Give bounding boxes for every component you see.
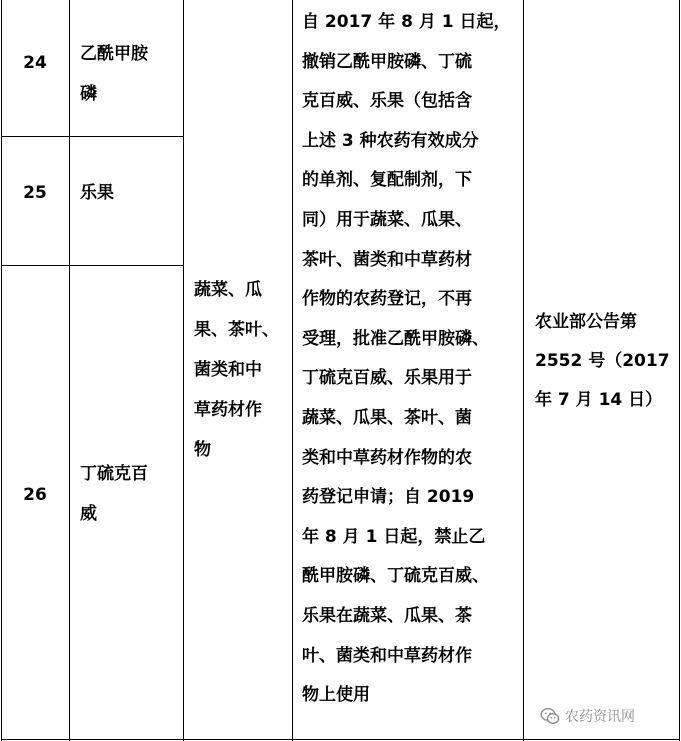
- column-divider-1: [69, 0, 70, 741]
- measures-line: 同）用于蔬菜、瓜果、: [302, 209, 472, 230]
- pesticide-name: [80, 173, 114, 213]
- restricted-crops-line: 菌类和中: [194, 360, 262, 380]
- pesticide-name: [80, 454, 148, 534]
- management-measures: [302, 3, 510, 716]
- measures-line: 上述 3 种农药有效成分: [302, 130, 479, 151]
- pesticide-name-line: 丁硫克百: [80, 464, 148, 484]
- measures-line: 丁硫克百威、乐果用于: [302, 368, 472, 389]
- measures-line: 物上使用: [302, 685, 370, 706]
- measures-line: 作物的农药登记，不再: [302, 289, 472, 310]
- table-border-right: [679, 0, 680, 741]
- wechat-icon: [540, 706, 560, 726]
- restricted-crops-line: 果、茶叶、: [194, 320, 279, 340]
- column-divider-2: [183, 0, 184, 741]
- measures-line: 受理，批准乙酰甲胺磷、: [302, 328, 489, 349]
- restricted-crops-line: 草药材作: [194, 400, 262, 420]
- measures-line: 乐果在蔬菜、瓜果、茶: [302, 605, 472, 626]
- restricted-crops: [194, 270, 279, 470]
- measures-line: 茶叶、菌类和中草药材: [302, 249, 472, 270]
- row-number: 26: [23, 485, 47, 505]
- measures-line: 药登记申请；自 2019: [302, 487, 475, 508]
- row-number: 24: [23, 53, 47, 73]
- announcement-line: 农业部公告第: [535, 312, 637, 332]
- row-divider-25-26: [1, 265, 183, 266]
- column-divider-3: [292, 0, 293, 741]
- measures-line: 自 2017 年 8 月 1 日起，: [302, 12, 511, 32]
- measures-line: 年 8 月 1 日起，禁止乙: [302, 526, 486, 547]
- pesticide-name-line: 乙酰甲胺: [80, 44, 148, 64]
- pesticide-name: [80, 34, 148, 114]
- table-border-left: [1, 0, 2, 741]
- pesticide-name-line: 磷: [80, 84, 97, 104]
- column-divider-4: [523, 0, 524, 741]
- row-divider-24-25: [1, 136, 183, 137]
- announcement-line: 2552 号（2017: [535, 351, 670, 371]
- watermark-text: 农药资讯网: [565, 709, 635, 725]
- measures-line: 的单剂、复配制剂，下: [302, 170, 472, 191]
- measures-line: 酰甲胺磷、丁硫克百威、: [302, 566, 489, 587]
- restricted-crops-line: 蔬菜、瓜: [194, 280, 262, 300]
- table-border-bottom: [1, 739, 680, 740]
- measures-line: 克百威、乐果（包括含: [302, 91, 472, 112]
- measures-line: 蔬菜、瓜果、茶叶、菌: [302, 407, 472, 428]
- watermark: [540, 704, 635, 728]
- measures-line: 叶、菌类和中草药材作: [302, 645, 472, 666]
- row-number: 25: [23, 183, 47, 203]
- announcement-reference: [535, 303, 670, 420]
- measures-line: 类和中草药材作物的农: [302, 447, 472, 468]
- pesticide-name-line: 乐果: [80, 183, 114, 203]
- restricted-crops-line: 物: [194, 440, 211, 460]
- announcement-line: 年 7 月 14 日）: [535, 390, 663, 410]
- measures-line: 撤销乙酰甲胺磷、丁硫: [302, 51, 472, 72]
- pesticide-name-line: 威: [80, 504, 97, 524]
